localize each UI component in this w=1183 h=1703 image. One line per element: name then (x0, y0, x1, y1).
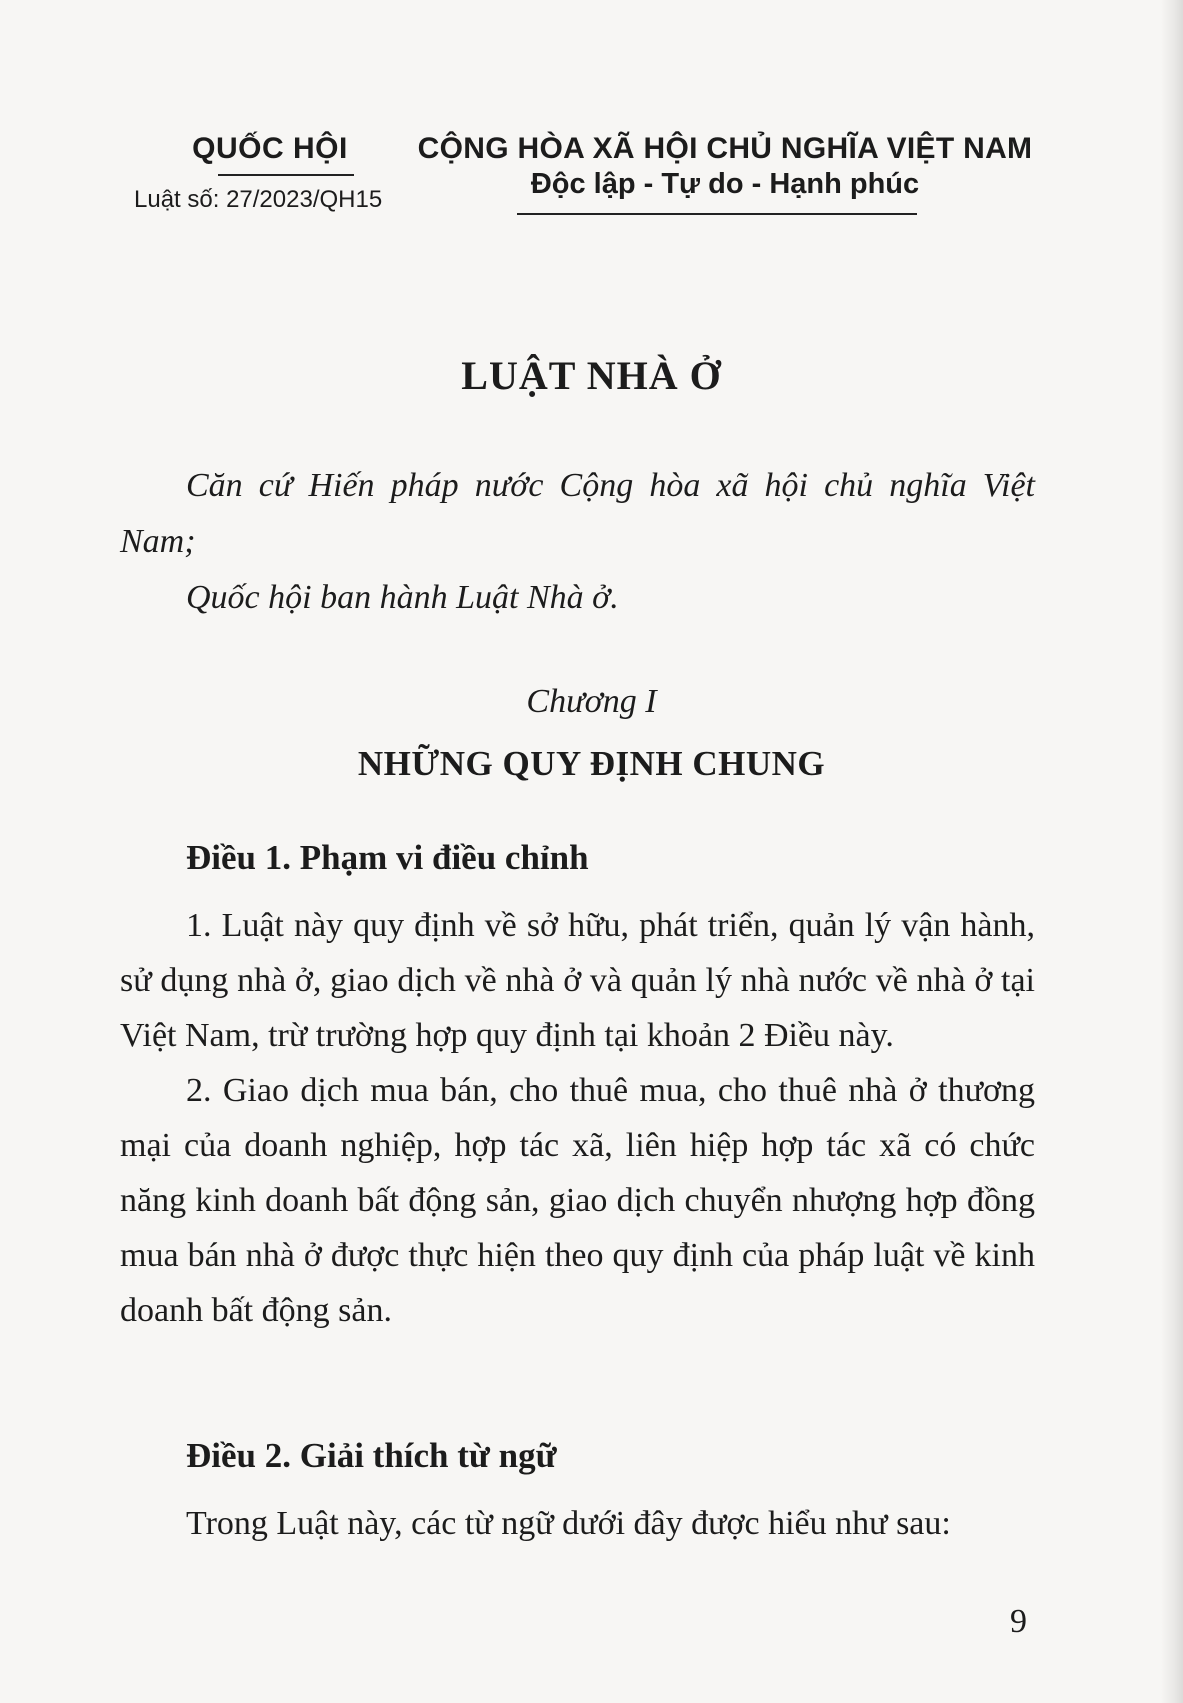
page-number: 9 (1010, 1603, 1027, 1640)
law-number: Luật số: 27/2023/QH15 (134, 186, 383, 213)
issuing-agency-block (120, 132, 400, 214)
chapter-label: Chương I (526, 683, 657, 720)
preamble (120, 458, 1035, 626)
article-paragraph: 2. Giao dịch mua bán, cho thuê mua, cho thuê nhà ở thương mại của doanh nghiệp, hợp tác xã, liên hiệp hợp tác xã có chức năng kinh doanh bất động sản, giao dịch chuyển nhượng hợp đồng mua bán nhà ở được thực hiện theo quy định của pháp luật về kinh doanh bất động sản. (120, 1072, 1035, 1329)
article-paragraph: 1. Luật này quy định về sở hữu, phát triển, quản lý vận hành, sử dụng nhà ở, giao dịch về nhà ở và quản lý nhà nước về nhà ở tại Việt Nam, trừ trường hợp quy định tại khoản 2 Điều này. (120, 907, 1035, 1054)
preamble-paragraph: Quốc hội ban hành Luật Nhà ở. (186, 579, 619, 616)
law-title: LUẬT NHÀ Ở (461, 353, 722, 398)
motto-underline (517, 213, 917, 215)
article-2-body (120, 1496, 1035, 1551)
preamble-paragraph: Căn cứ Hiến pháp nước Cộng hòa xã hội chủ nghĩa Việt Nam; (120, 467, 1035, 560)
republic-name: CỘNG HÒA XÃ HỘI CHỦ NGHĨA VIỆT NAM (417, 132, 1033, 165)
issuing-agency: QUỐC HỘI (192, 132, 348, 165)
page-edge-shadow (1161, 0, 1183, 1703)
chapter-title: NHỮNG QUY ĐỊNH CHUNG (357, 744, 826, 783)
article-paragraph: Trong Luật này, các từ ngữ dưới đây được hiểu như sau: (186, 1505, 951, 1542)
article-1-body (120, 898, 1035, 1338)
article-1-heading: Điều 1. Phạm vi điều chỉnh (186, 838, 589, 877)
agency-underline (218, 174, 354, 176)
article-2-heading: Điều 2. Giải thích từ ngữ (186, 1436, 557, 1475)
national-title-block (400, 132, 1050, 215)
national-motto: Độc lập - Tự do - Hạnh phúc (530, 168, 920, 200)
